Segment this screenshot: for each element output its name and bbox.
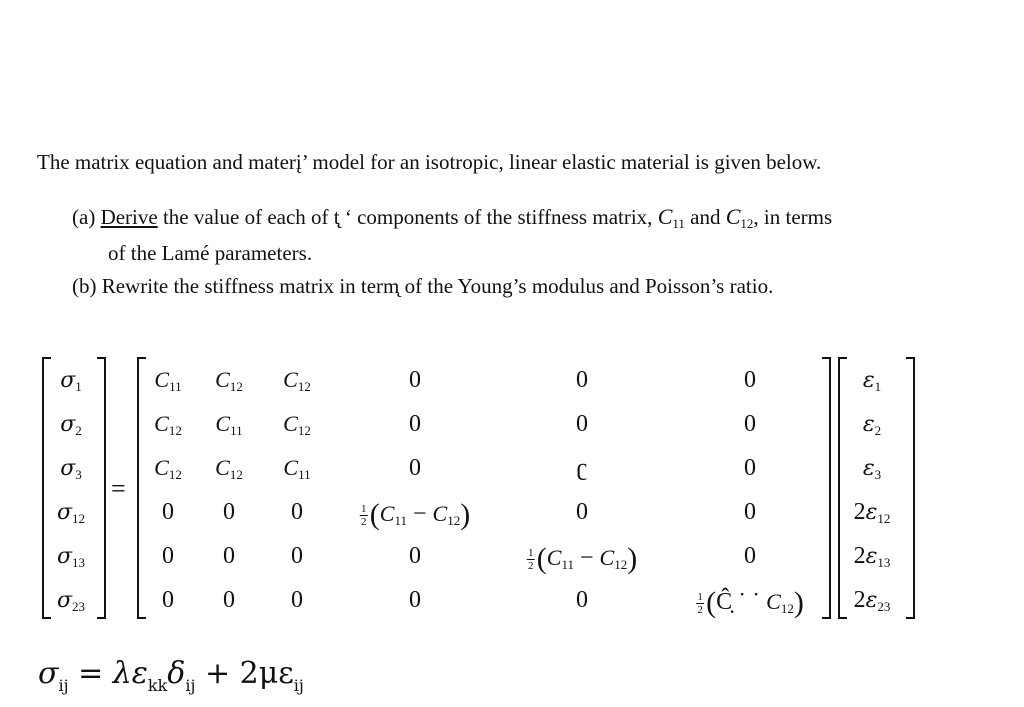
strain-23: $2\varepsilon_{23}$	[853, 587, 891, 614]
c11-symbol: $C_{11}$	[657, 204, 685, 231]
part-a-line1	[72, 203, 832, 238]
stiffness-cell-4-5: 0	[576, 499, 588, 525]
stiffness-cell-4-6: 0	[744, 499, 756, 525]
stiffness-cell-4-4: $\frac{1}{2}$ $(C_{11} - C_{12})$	[361, 498, 471, 531]
stress-bracket-left	[42, 357, 51, 619]
stiffness-cell-4-2: 0	[223, 499, 235, 525]
stiffness-cell-4-3: 0	[291, 499, 303, 525]
stiffness-bracket-left	[137, 357, 146, 619]
stiffness-cell-5-2: 0	[223, 543, 235, 569]
strain-bracket-right	[906, 357, 915, 619]
part-a-label: (a)	[72, 205, 96, 229]
stiffness-cell-6-2: 0	[223, 587, 235, 613]
stiffness-cell-1-6: 0	[744, 367, 756, 393]
stiffness-cell-3-6: 0	[744, 455, 756, 481]
part-a-line2: of the Lamé parameters.	[108, 241, 313, 265]
stiffness-cell-1-1: $C_{11}$	[154, 367, 182, 394]
stiffness-cell-1-4: 0	[409, 367, 421, 393]
stiffness-cell-1-3: $C_{12}$	[283, 367, 311, 394]
stress-bracket-right	[97, 357, 106, 619]
stiffness-cell-5-5: $\frac{1}{2}$ $(C_{11} - C_{12})$	[528, 542, 638, 575]
strain-3: $\varepsilon_3$	[862, 456, 882, 482]
stiffness-cell-2-2: $C_{11}$	[215, 411, 243, 438]
stiffness-cell-5-4: 0	[409, 543, 421, 569]
c12-symbol: $C_{12}$	[725, 204, 754, 231]
constitutive-formula: $\sigma_{ij} = \lambda\varepsilon_{kk}\delta_{ij} + 2\mu\varepsilon_{ij}$	[38, 656, 304, 695]
stiffness-cell-5-6: 0	[744, 543, 756, 569]
stress-12: $\sigma_{12}$	[56, 500, 86, 526]
stiffness-cell-3-1: $C_{12}$	[154, 455, 182, 482]
strain-1: $\varepsilon_1$	[862, 368, 882, 394]
stiffness-cell-3-2: $C_{12}$	[215, 455, 243, 482]
stiffness-cell-6-4: 0	[409, 587, 421, 613]
stiffness-cell-2-6: 0	[744, 411, 756, 437]
part-a-text1: the value of each of t̨̨ ʻ components of the stiffness matrix,	[157, 205, 658, 229]
stiffness-cell-2-3: $C_{12}$	[283, 411, 311, 438]
part-a-text2: , in terms	[753, 205, 833, 229]
strain-2: $\varepsilon_2$	[862, 412, 882, 438]
strain-bracket-left	[838, 357, 847, 619]
stiffness-cell-5-1: 0	[162, 543, 174, 569]
stiffness-cell-1-5: 0	[576, 367, 588, 393]
stress-23: $\sigma_{23}$	[56, 588, 86, 614]
stress-3: $\sigma_3$	[60, 456, 82, 482]
stiffness-cell-4-1: 0	[162, 499, 174, 525]
stiffness-cell-3-4: 0	[409, 455, 421, 481]
part-b-text: Rewrite the stiffness matrix in term̨ of the Young’s modulus and Poisson’s ratio.	[101, 274, 774, 298]
strain-12: $2\varepsilon_{12}$	[853, 499, 891, 526]
part-a-keyword: Derive	[100, 205, 158, 229]
intro-text: The matrix equation and materį’ model for an isotropic, linear elastic material is given below.	[37, 150, 822, 174]
stiffness-cell-2-1: $C_{12}$	[154, 411, 182, 438]
stiffness-cell-3-3: $C_{11}$	[283, 455, 311, 482]
stiffness-cell-5-3: 0	[291, 543, 303, 569]
part-b-line	[72, 272, 773, 300]
part-a-and: and	[684, 205, 726, 229]
stress-13: $\sigma_{13}$	[56, 544, 86, 570]
part-b-label: (b)	[72, 274, 97, 298]
equals-sign: =	[111, 474, 126, 503]
stiffness-cell-6-5: 0	[576, 587, 588, 613]
stiffness-cell-6-1: 0	[162, 587, 174, 613]
stiffness-bracket-right	[822, 357, 831, 619]
stress-1: $\sigma_1$	[60, 368, 82, 394]
stiffness-cell-2-4: 0	[409, 411, 421, 437]
strain-13: $2\varepsilon_{13}$	[853, 543, 891, 570]
stress-2: $\sigma_2$	[60, 412, 82, 438]
stiffness-cell-3-5: ʗ	[576, 455, 588, 481]
stiffness-cell-6-6: $\frac{1}{2}$ (Ĉ ˙ ˙ $C_{12}$)	[697, 586, 804, 619]
stiffness-cell-6-3: 0	[291, 587, 303, 613]
stiffness-cell-1-2: $C_{12}$	[215, 367, 243, 394]
stiffness-cell-2-5: 0	[576, 411, 588, 437]
